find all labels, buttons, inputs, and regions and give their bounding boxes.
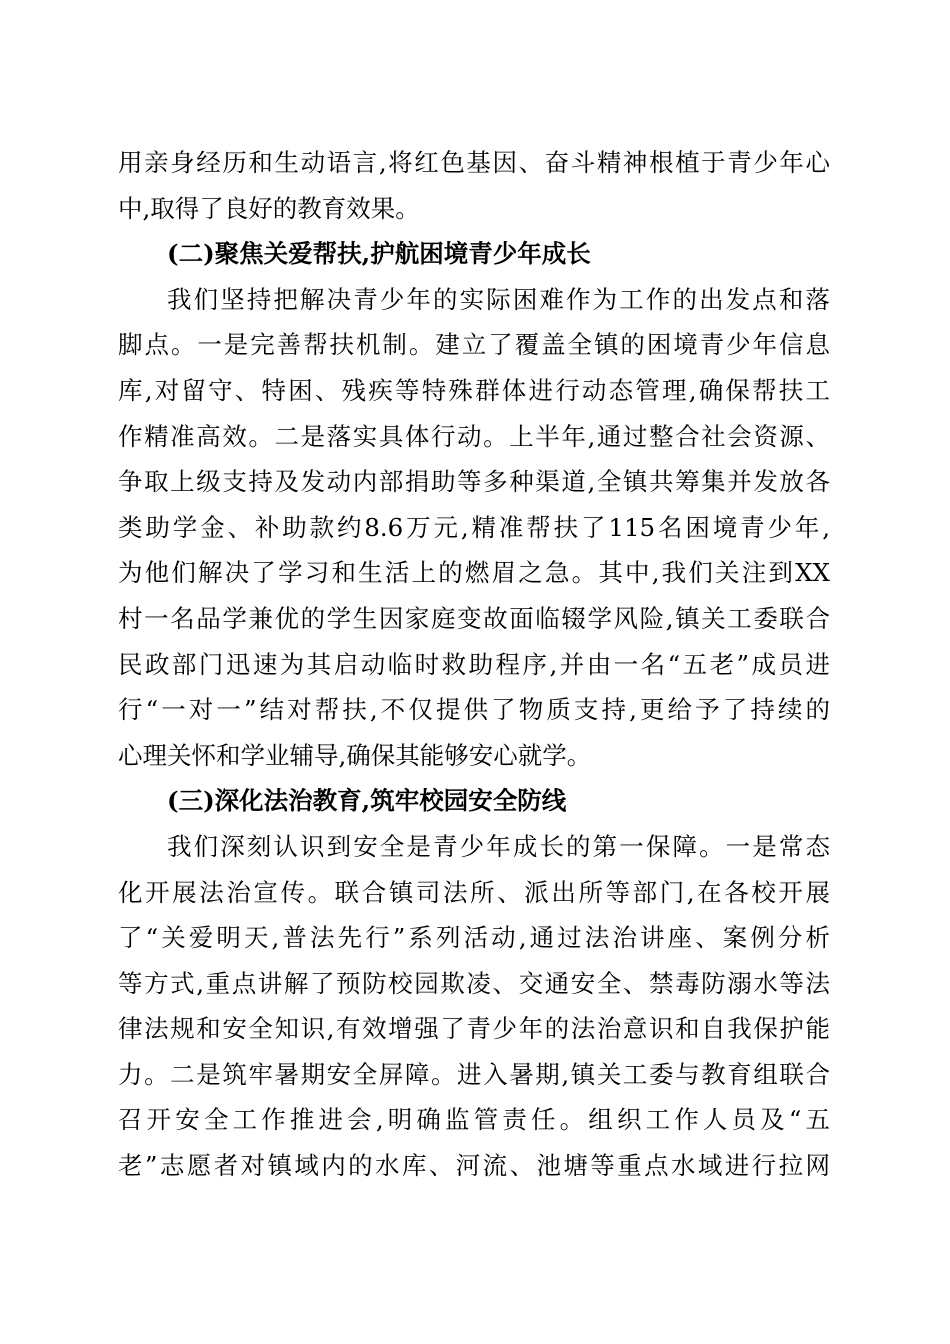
text-line: 化开展法治宣传。联合镇司法所、派出所等部门,在各校开展 <box>118 877 830 907</box>
text-line: 行“一对一”结对帮扶,不仅提供了物质支持,更给予了持续的 <box>118 695 830 725</box>
text-line: 心理关怀和学业辅导,确保其能够安心就学。 <box>118 740 592 770</box>
paragraph-care-support <box>118 277 830 779</box>
document-page <box>118 140 830 1189</box>
text-line: 库,对留守、特困、残疾等特殊群体进行动态管理,确保帮扶工 <box>118 375 830 405</box>
text-line: 召开安全工作推进会,明确监管责任。组织工作人员及“五 <box>118 1105 830 1135</box>
paragraph-legal-education <box>118 824 830 1189</box>
paragraph-continuation <box>118 140 830 231</box>
text-line: 村一名品学兼优的学生因家庭变故面临辍学风险,镇关工委联合 <box>118 603 830 633</box>
heading-text: (三)深化法治教育,筑牢校园安全防线 <box>167 786 567 816</box>
text-line: 为他们解决了学习和生活上的燃眉之急。其中,我们关注到XX <box>118 558 830 588</box>
text-line: 类助学金、补助款约8.6万元,精准帮扶了115名困境青少年, <box>118 512 830 542</box>
section-heading-2 <box>118 231 830 277</box>
text-line: 老”志愿者对镇域内的水库、河流、池塘等重点水域进行拉网 <box>118 1151 830 1181</box>
text-line: 我们深刻认识到安全是青少年成长的第一保障。一是常态 <box>167 831 830 861</box>
text-line: 律法规和安全知识,有效增强了青少年的法治意识和自我保护能 <box>118 1014 830 1044</box>
text-line: 中,取得了良好的教育效果。 <box>118 193 420 223</box>
text-line: 用亲身经历和生动语言,将红色基因、奋斗精神根植于青少年心 <box>118 148 830 177</box>
text-line: 了“关爱明天,普法先行”系列活动,通过法治讲座、案例分析 <box>118 923 830 953</box>
text-line: 力。二是筑牢暑期安全屏障。进入暑期,镇关工委与教育组联合 <box>118 1059 830 1089</box>
text-line: 脚点。一是完善帮扶机制。建立了覆盖全镇的困境青少年信息 <box>118 330 830 360</box>
text-line: 等方式,重点讲解了预防校园欺凌、交通安全、禁毒防溺水等法 <box>118 968 830 998</box>
text-line: 我们坚持把解决青少年的实际困难作为工作的出发点和落 <box>167 284 830 314</box>
text-line: 民政部门迅速为其启动临时救助程序,并由一名“五老”成员进 <box>118 649 830 679</box>
text-line: 作精准高效。二是落实具体行动。上半年,通过整合社会资源、 <box>118 421 830 451</box>
section-heading-3 <box>118 778 830 824</box>
heading-text: (二)聚焦关爱帮扶,护航困境青少年成长 <box>167 239 591 269</box>
text-line: 争取上级支持及发动内部捐助等多种渠道,全镇共筹集并发放各 <box>118 467 830 497</box>
